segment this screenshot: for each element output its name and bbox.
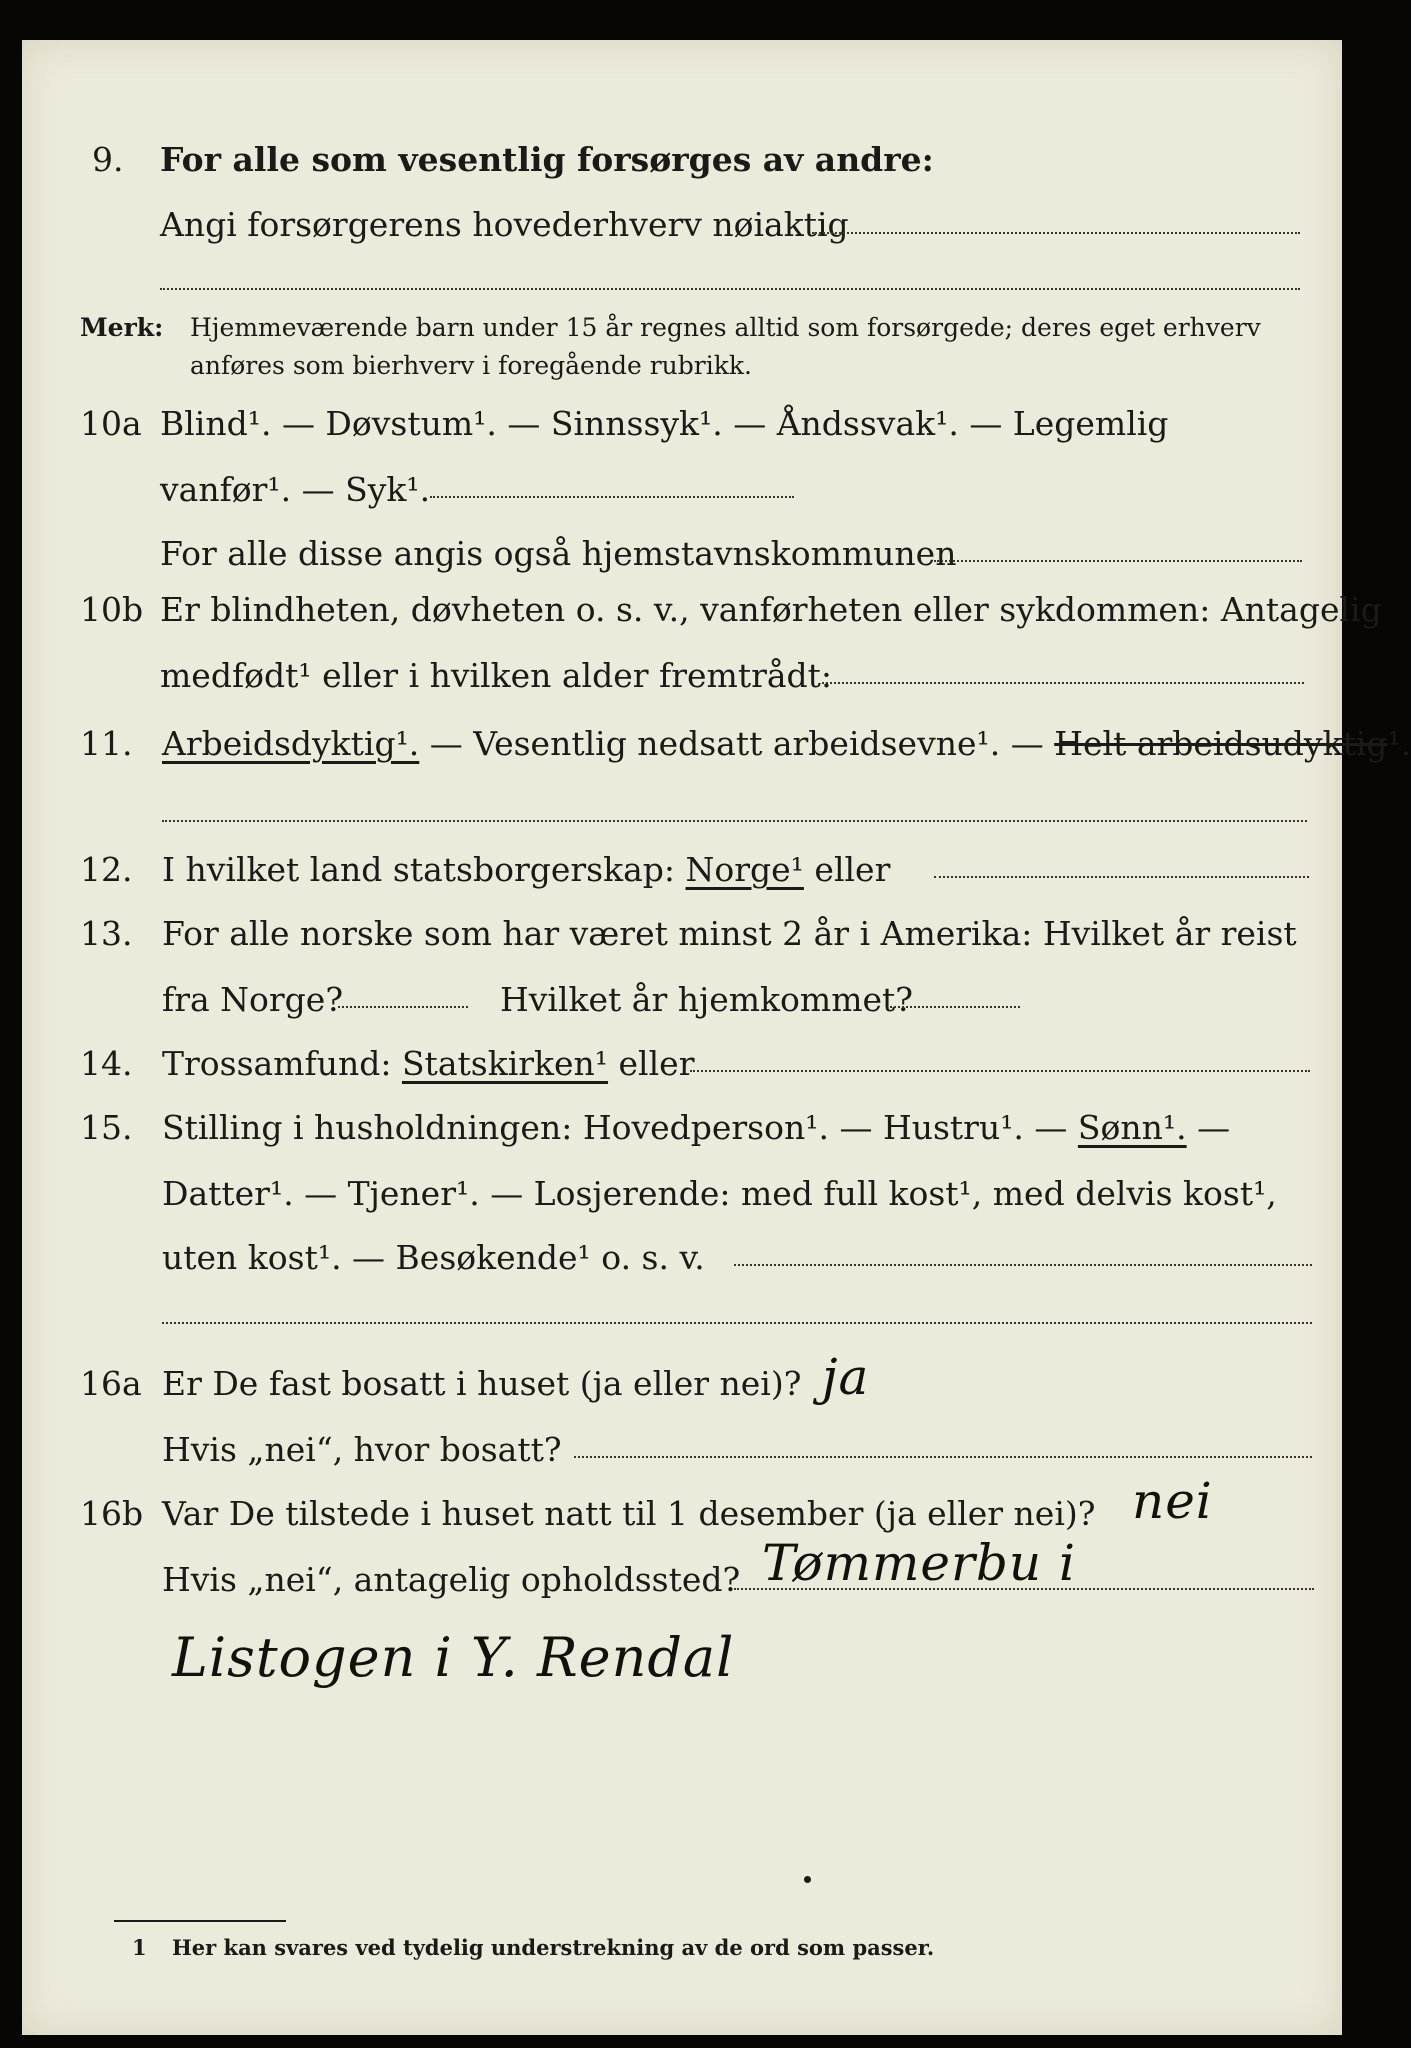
footnote: [132, 1935, 934, 1960]
q16b-question: Var De tilstede i huset natt til 1 desember (ja eller nei)?: [162, 1494, 1096, 1533]
q14-answer-line: [690, 1070, 1310, 1072]
q10a-line-3: For alle disse angis også hjemstavnskommunen: [160, 534, 957, 573]
q10a-line-1: Blind¹. — Døvstum¹. — Sinnssyk¹. — Åndssvak¹. — Legemlig: [160, 404, 1169, 443]
q16a-question: Er De fast bosatt i huset (ja eller nei)?: [162, 1364, 802, 1403]
q11-option-end: ¹.: [1387, 724, 1411, 763]
q10a-home-line: [934, 560, 1302, 562]
q16a-answer-line: [574, 1456, 1312, 1458]
q13-reist: fra Norge?: [162, 980, 344, 1019]
q15-options-a: Stilling i husholdningen: Hovedperson¹. — Hustru¹. —: [162, 1108, 1078, 1147]
census-form-page: [22, 40, 1411, 2035]
q9-answer-line-2: [160, 288, 1300, 290]
q11-options: [162, 722, 1411, 766]
q10b-line-2: medfødt¹ eller i hvilken alder fremtrådt:: [160, 656, 833, 695]
footnote-mark: 1: [132, 1935, 147, 1960]
q15-number: 15.: [80, 1108, 133, 1147]
q12-option-norge: Norge¹: [685, 850, 804, 889]
q10a-number: 10a: [80, 404, 142, 443]
q13-hjemkommet: Hvilket år hjemkommet?: [500, 980, 913, 1019]
q11-option-nedsatt: — Vesentlig nedsatt arbeidsevne¹. —: [419, 724, 1055, 763]
q14-option-statskirken: Statskirken¹: [401, 1044, 609, 1083]
q13-hjemkommet-line: [890, 1006, 1020, 1008]
q11-option-arbeidsdyktig: Arbeidsdyktig¹.: [162, 724, 420, 763]
q15-line-3: uten kost¹. — Besøkende¹ o. s. v.: [162, 1238, 705, 1277]
q12-answer-line: [934, 876, 1309, 878]
q15-options-c: —: [1186, 1108, 1231, 1147]
footnote-divider: [114, 1920, 286, 1922]
q12-question: I hvilket land statsborgerskap:: [162, 850, 686, 889]
q12-option-eller: eller: [803, 850, 891, 889]
q10a-answer-line: [430, 496, 794, 498]
q15-answer-line-2: [162, 1322, 1312, 1324]
q16b-where: Hvis „nei“, antagelig opholdssted?: [162, 1560, 741, 1599]
q16a-where: Hvis „nei“, hvor bosatt?: [162, 1430, 562, 1469]
q13-number: 13.: [80, 914, 133, 953]
q11-option-udyktig: Helt arbeidsudyktig: [1054, 724, 1388, 763]
merk-line-1: Hjemmeværende barn under 15 år regnes alltid som forsørgede; deres eget erhverv: [190, 313, 1261, 342]
q11-number: 11.: [80, 724, 133, 763]
q13-line-1: For alle norske som har været minst 2 år i Amerika: Hvilket år reist: [162, 914, 1297, 953]
q10a-line-2: vanfør¹. — Syk¹.: [160, 470, 431, 509]
q16b-answer: nei: [1132, 1472, 1213, 1530]
q11-answer-line: [162, 820, 1307, 822]
q14-option-eller: eller: [608, 1044, 695, 1083]
q16b-number: 16b: [80, 1494, 144, 1533]
q10b-line-1: Er blindheten, døvheten o. s. v., vanførheten eller sykdommen: Antagelig: [160, 590, 1382, 629]
footnote-text: Her kan svares ved tydelig understrekning av de ord som passer.: [171, 1935, 935, 1960]
q10b-answer-line: [822, 682, 1304, 684]
q14-number: 14.: [80, 1044, 133, 1083]
q15-answer-line: [734, 1264, 1312, 1266]
q9-heading: For alle som vesentlig forsørges av andre:: [160, 140, 934, 179]
q14-question: Trossamfund:: [162, 1044, 402, 1083]
q10b-number: 10b: [80, 590, 144, 629]
q9-answer-line: [812, 232, 1300, 234]
q16b-place-answer-1: Tømmerbu i: [762, 1534, 1076, 1592]
q16a-number: 16a: [80, 1364, 142, 1403]
q12-number: 12.: [80, 850, 133, 889]
q15-option-sonn: Sønn¹.: [1077, 1108, 1187, 1147]
q16a-answer: ja: [822, 1348, 870, 1406]
q12-text: [162, 848, 890, 892]
q14-text: [162, 1042, 694, 1086]
q9-number: 9.: [92, 140, 124, 179]
q16b-place-answer-2: Listogen i Y. Rendal: [172, 1626, 735, 1689]
merk-line-2: anføres som bierhverv i foregående rubrikk.: [190, 351, 752, 380]
q13-reist-line: [338, 1006, 468, 1008]
ink-dot: [804, 1876, 811, 1883]
q15-line-1: [162, 1106, 1230, 1150]
merk-label: Merk:: [80, 313, 164, 342]
q15-line-2: Datter¹. — Tjener¹. — Losjerende: med full kost¹, med delvis kost¹,: [162, 1174, 1277, 1213]
q9-question: Angi forsørgerens hovederhverv nøiaktig: [160, 205, 849, 244]
